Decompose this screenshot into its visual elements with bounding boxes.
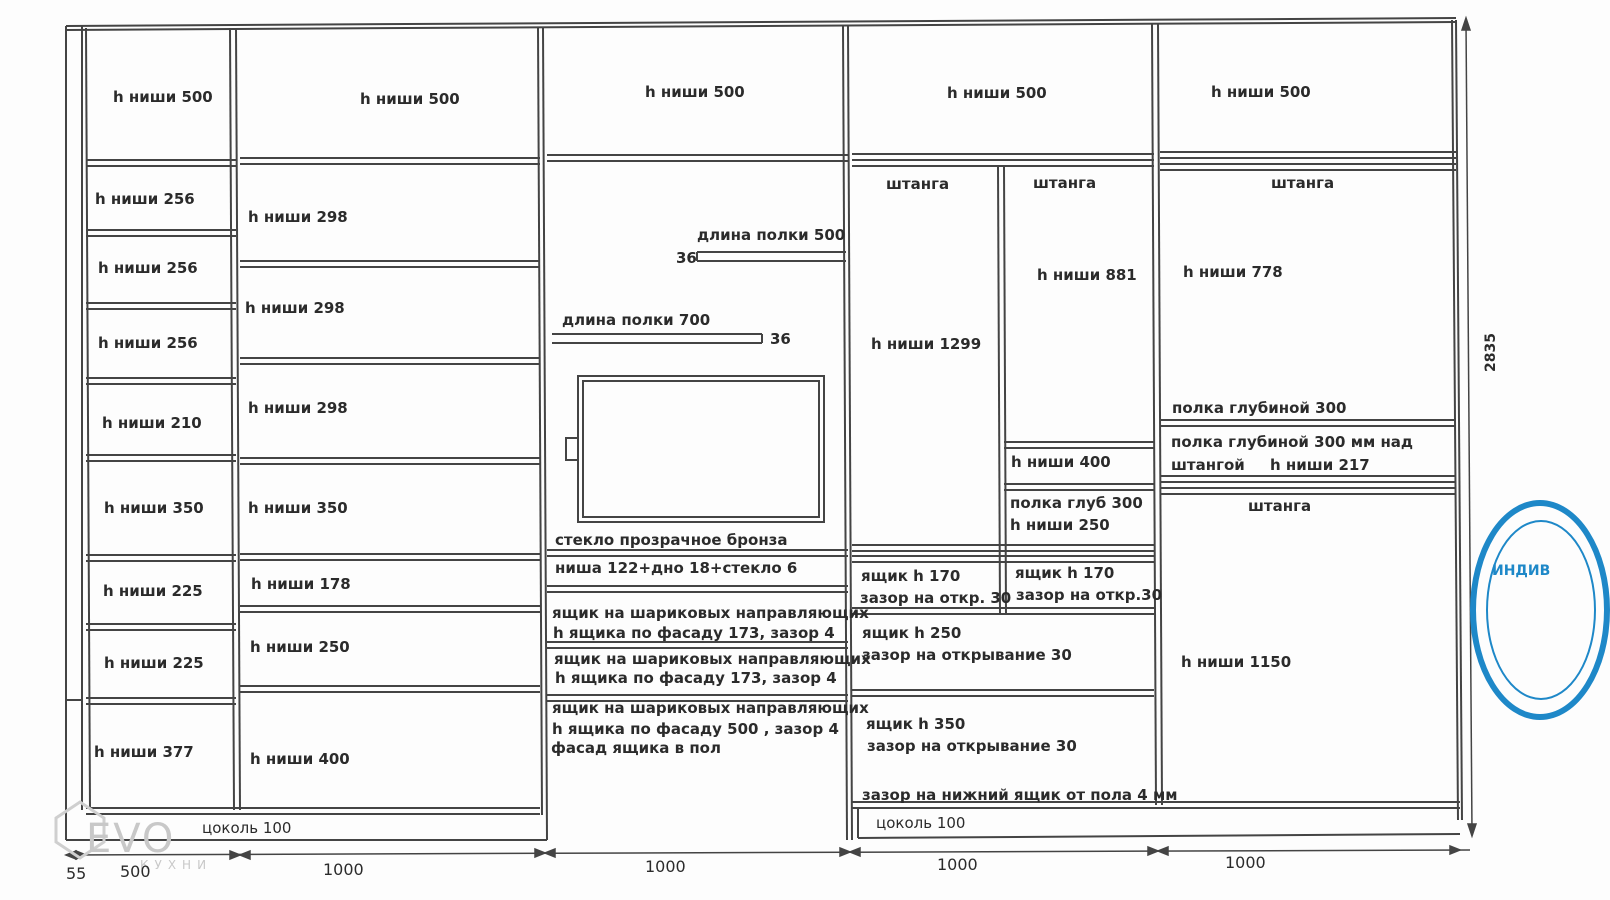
s3-drawer1-line2: h ящика по фасаду 173, зазор 4	[553, 624, 835, 642]
s5-shelf-1: полка глубиной 300	[1172, 399, 1347, 417]
s1-niche-8: h ниши 225	[104, 654, 204, 672]
s3-drawer3-line1: ящик на шариковых направляющих	[552, 699, 869, 717]
s2-niche-3: h ниши 298	[245, 299, 345, 317]
s4-shelf-line2: h ниши 250	[1010, 516, 1110, 534]
s3-drawer3-line2: h ящика по фасаду 500 , зазор 4	[552, 720, 839, 738]
s4-drawer-bottom-line2: зазор на открывание 30	[867, 737, 1077, 755]
s4-shelf-line1: полка глуб 300	[1010, 494, 1143, 512]
s3-top-niche: h ниши 500	[645, 83, 745, 101]
s3-glass-label: стекло прозрачное бронза	[555, 531, 788, 549]
s3-drawer1-line1: ящик на шариковых направляющих	[552, 604, 869, 622]
s4-right-niche-2: h ниши 400	[1011, 453, 1111, 471]
s1-niche-9: h ниши 377	[94, 743, 194, 761]
s4-drawer-mid-line2: зазор на открывание 30	[862, 646, 1072, 664]
s2-niche-7: h ниши 250	[250, 638, 350, 656]
s1-niche-1: h ниши 500	[113, 88, 213, 106]
s2-niche-6: h ниши 178	[251, 575, 351, 593]
s4-drawer-left-line1: ящик h 170	[861, 567, 961, 585]
s3-shelf2-length: длина полки 700	[562, 311, 711, 329]
s5-shelf-2-line2: штангой	[1171, 456, 1245, 474]
height-dimension: 2835	[1483, 333, 1499, 372]
s2-niche-2: h ниши 298	[248, 208, 348, 226]
s5-niche-2: h ниши 1150	[1181, 653, 1292, 671]
s1-niche-7: h ниши 225	[103, 582, 203, 600]
s4-right-rod: штанга	[1033, 174, 1097, 192]
s5-top-niche: h ниши 500	[1211, 83, 1311, 101]
stamp-seal-inner	[1486, 520, 1596, 700]
s4-left-niche: h ниши 1299	[871, 335, 982, 353]
s3-drawer3-line3: фасад ящика в пол	[551, 739, 721, 757]
s5-rod-1: штанга	[1271, 174, 1335, 192]
s4-drawer-left-line2: зазор на откр. 30	[860, 589, 1012, 607]
s2-niche-1: h ниши 500	[360, 90, 460, 108]
width-dim-1000-d: 1000	[1225, 853, 1266, 872]
s5-shelf-2-line1: полка глубиной 300 мм над	[1171, 433, 1414, 451]
s4-drawer-mid-line1: ящик h 250	[862, 624, 962, 642]
s3-drawer2-line2: h ящика по фасаду 173, зазор 4	[555, 669, 837, 687]
s3-shelf1-thickness: 36	[676, 249, 697, 267]
s4-top-niche: h ниши 500	[947, 84, 1047, 102]
s4-drawer-right-line2: зазор на откр.30	[1016, 586, 1163, 604]
s1-niche-4: h ниши 256	[98, 334, 198, 352]
width-dim-500: 500	[120, 862, 151, 881]
s1-plinth: цоколь 100	[202, 819, 292, 837]
s1-niche-5: h ниши 210	[102, 414, 202, 432]
stamp-text: ИНДИВ	[1492, 563, 1551, 579]
s2-niche-4: h ниши 298	[248, 399, 348, 417]
watermark-logo: EVO	[86, 816, 176, 862]
width-dim-1000-c: 1000	[937, 855, 978, 874]
s2-niche-5: h ниши 350	[248, 499, 348, 517]
s4-drawer-right-line1: ящик h 170	[1015, 564, 1115, 582]
s4-left-rod: штанга	[886, 175, 950, 193]
s5-niche-1: h ниши 778	[1183, 263, 1283, 281]
s1-niche-3: h ниши 256	[98, 259, 198, 277]
s3-niche-label: ниша 122+дно 18+стекло 6	[555, 559, 798, 577]
s3-drawer2-line1: ящик на шариковых направляющих	[554, 650, 871, 668]
s3-shelf1-length: длина полки 500	[697, 226, 846, 244]
s3-shelf2-thickness: 36	[770, 330, 791, 348]
s4-drawer-bottom-line3: зазор на нижний ящик от пола 4 мм	[862, 786, 1178, 804]
s1-niche-6: h ниши 350	[104, 499, 204, 517]
watermark-subtitle: КУХНИ	[140, 858, 213, 872]
width-dim-1000-b: 1000	[645, 857, 686, 876]
s4-right-niche: h ниши 881	[1037, 266, 1137, 284]
s4-plinth: цоколь 100	[876, 814, 966, 832]
s5-rod-2: штанга	[1248, 497, 1312, 515]
width-dim-1000-a: 1000	[323, 860, 364, 879]
s4-drawer-bottom-line1: ящик h 350	[866, 715, 966, 733]
s5-shelf-2-niche: h ниши 217	[1270, 456, 1370, 474]
s2-niche-8: h ниши 400	[250, 750, 350, 768]
s1-niche-2: h ниши 256	[95, 190, 195, 208]
width-dim-55: 55	[66, 864, 87, 883]
